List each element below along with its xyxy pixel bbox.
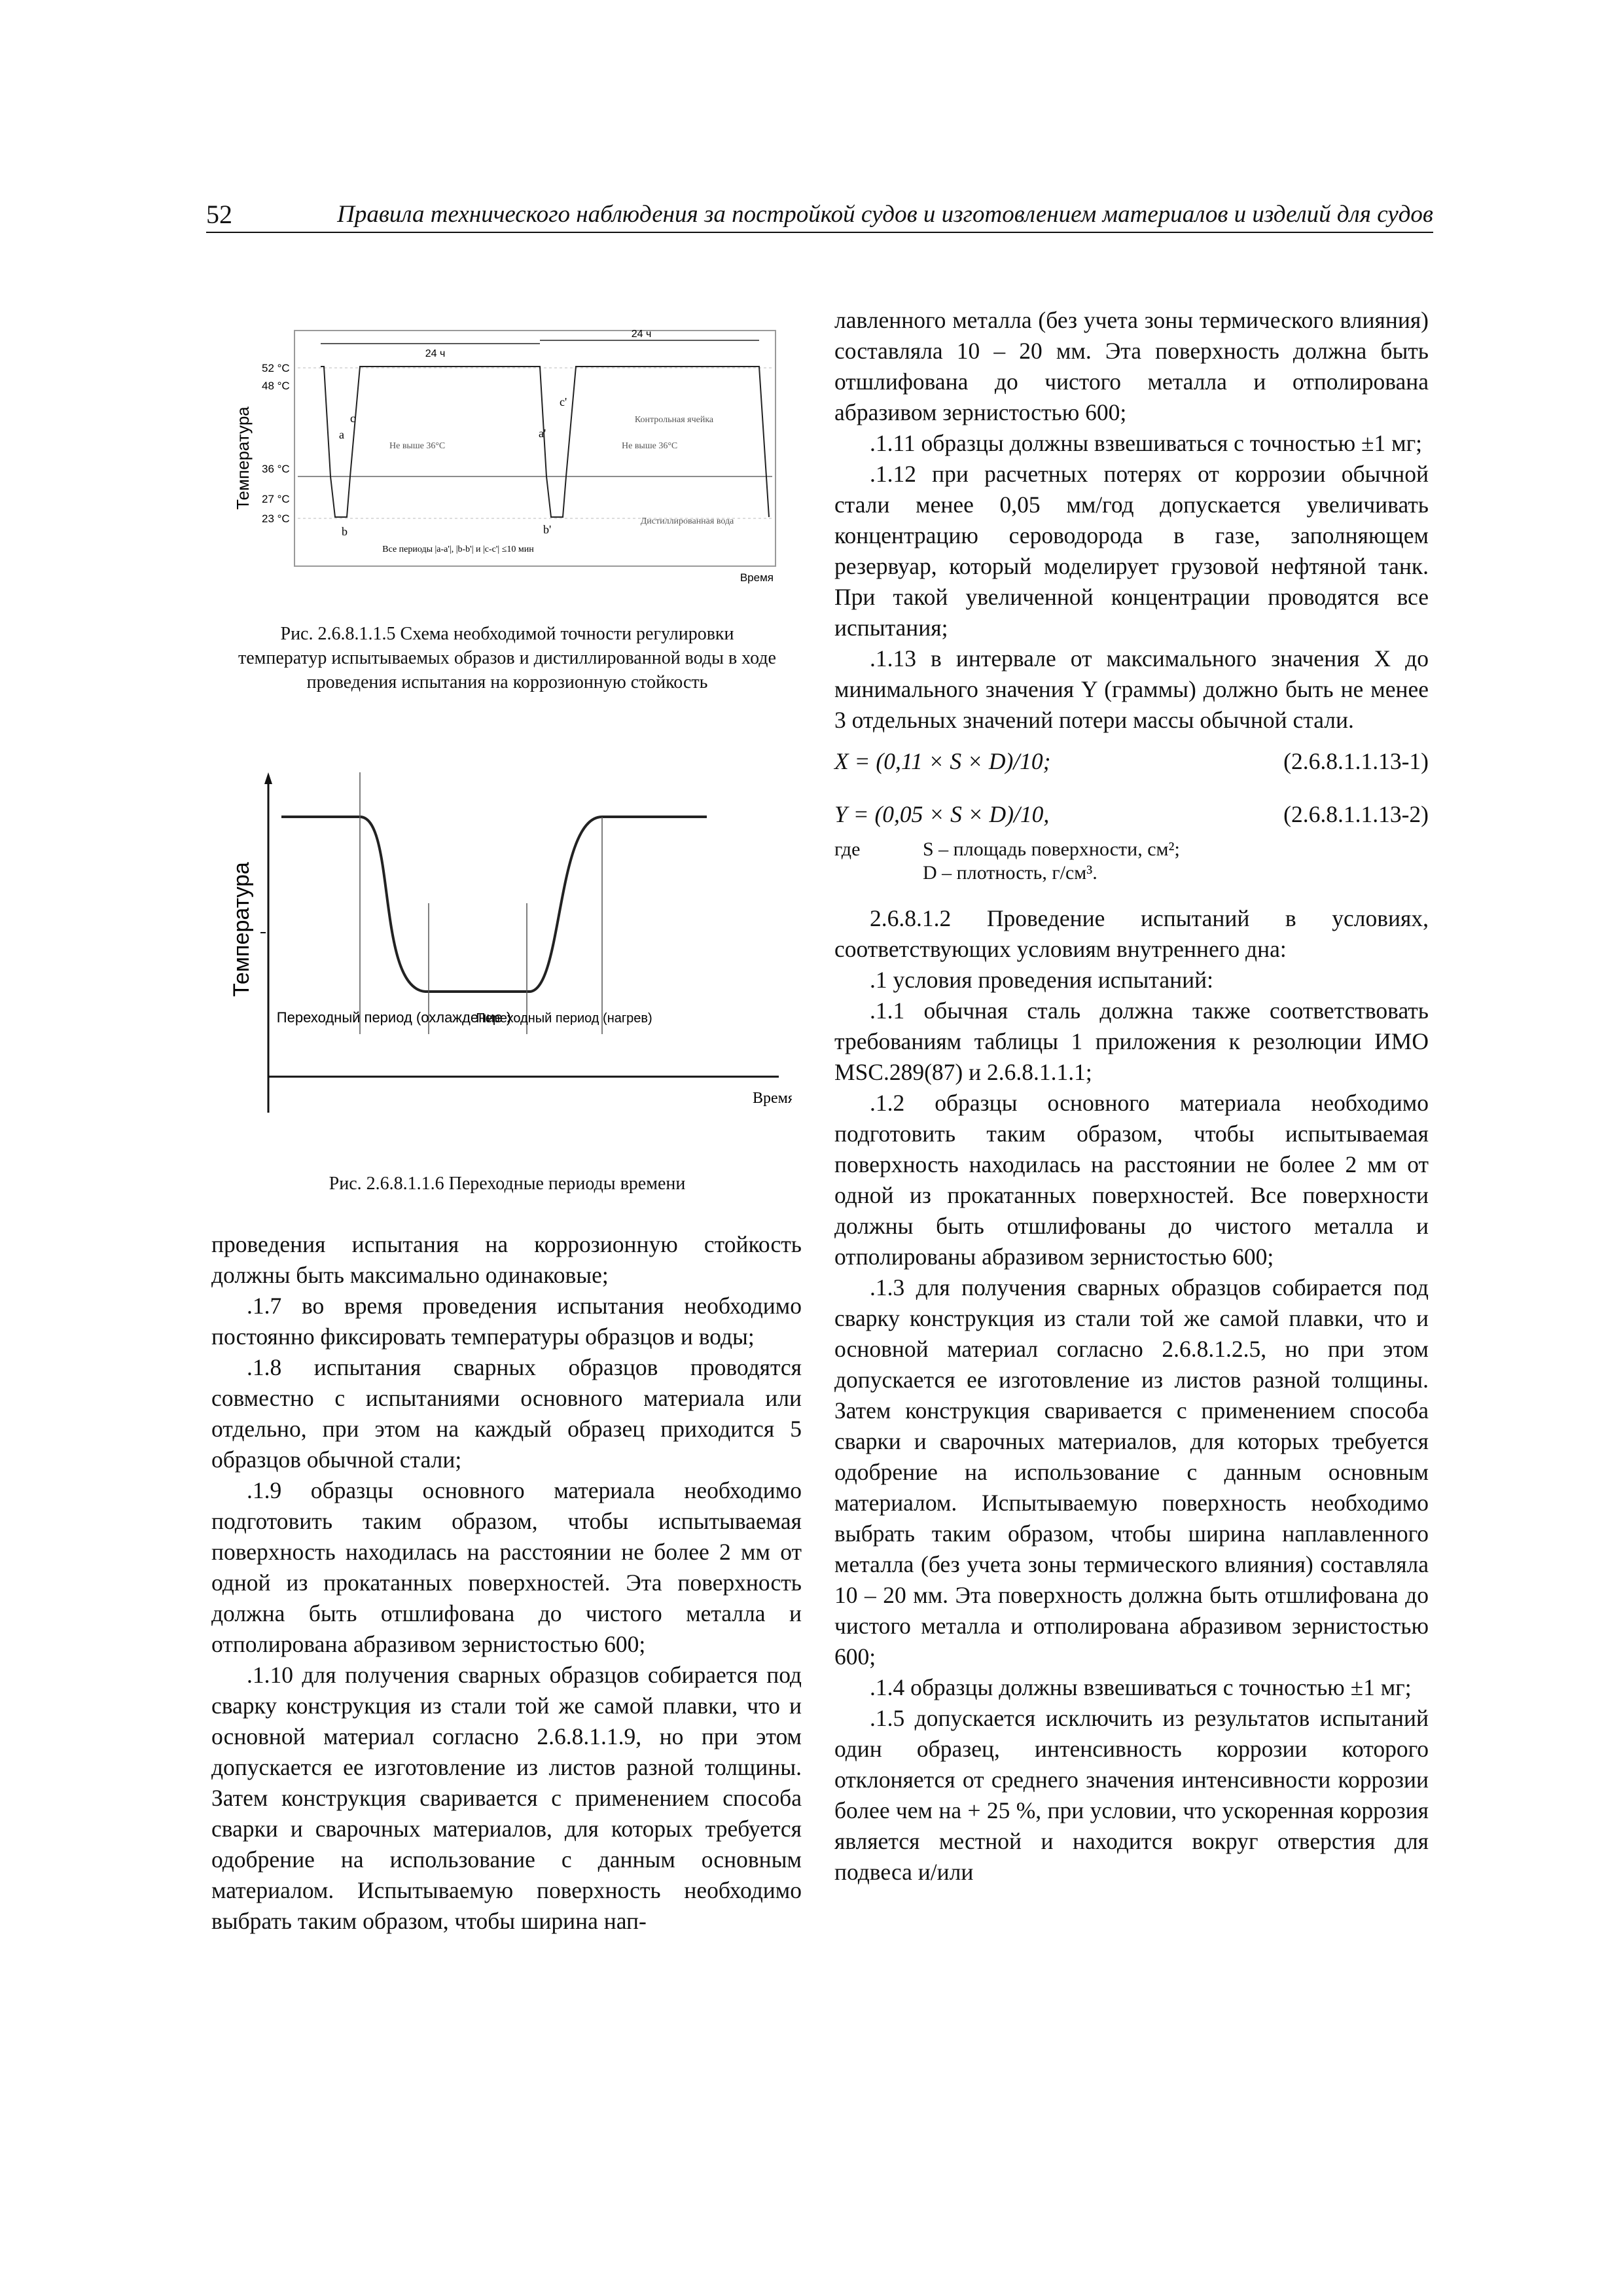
- paragraph: лавленного металла (без учета зоны термического влияния) составляла 10 – 20 мм. Эта поверхность должна быть отшлифована до чистого металла и отполирована абразивом зернистостью 600;: [834, 307, 1429, 425]
- paragraph: .1.12 при расчетных потерях от коррозии обычной стали менее 0,05 мм/год допускается увеличивать концентрацию сероводорода в газе, заполняющем резервуар, который моделирует грузовой нефтяной танк. При такой увеличенной концентрации проводятся все испытания;: [834, 461, 1429, 641]
- where-word: где: [834, 838, 861, 860]
- equation-1-number: (2.6.8.1.1.13-1): [1283, 748, 1429, 774]
- paragraph: .1.7 во время проведения испытания необходимо постоянно фиксировать температуры образцов и воды;: [211, 1293, 802, 1350]
- page-header: [206, 196, 1433, 233]
- page-number: 52: [206, 200, 232, 229]
- paragraph: .1.4 образцы должны взвешиваться с точностью ±1 мг;: [870, 1674, 1412, 1700]
- point-b: b: [342, 525, 348, 538]
- figure-1-curve: [321, 367, 769, 517]
- distilled-water-label: Дистиллированная вода: [640, 516, 734, 526]
- equation-2-number: (2.6.8.1.1.13-2): [1283, 801, 1429, 827]
- figure-1-caption: Рис. 2.6.8.1.1.5 Схема необходимой точности регулировки температур испытываемых образов и дистиллированной воды в ходе проведения испытания на коррозионную стойкость: [238, 624, 776, 692]
- point-a-prime: a': [539, 427, 546, 440]
- right-column: [834, 305, 1429, 1888]
- note-right: Не выше 36°C: [622, 441, 678, 451]
- figure-2-x-label: Время: [753, 1090, 792, 1107]
- figure-1: [229, 327, 779, 586]
- running-title: Правила технического наблюдения за постройкой судов и изготовлением материалов и изделий для судов: [337, 201, 1433, 228]
- cooling-label: Переходный период (охлаждение ): [276, 1009, 512, 1026]
- paragraph: .1.11 образцы должны взвешиваться с точностью ±1 мг;: [870, 430, 1423, 456]
- y-axis-arrowhead: [264, 772, 272, 784]
- left-column: [211, 1229, 802, 1937]
- equation-1: [834, 746, 1429, 777]
- period-1-label: 24 ч: [425, 348, 446, 359]
- tick-23: 23 °C: [262, 512, 290, 525]
- paragraph: .1.13 в интервале от максимального значения X до минимального значения Y (граммы) должно быть не менее 3 отдельных значений потери массы обычной стали.: [834, 645, 1429, 733]
- point-b-prime: b': [543, 523, 552, 536]
- paragraph: проведения испытания на коррозионную стойкость должны быть максимально одинаковые;: [211, 1231, 802, 1288]
- figure-1-diagram: [229, 327, 779, 586]
- bottom-note: Все периоды |a-a'|, |b-b'| и |c-c'| ≤10 мин: [382, 545, 534, 554]
- where-line-d: D – плотность, г/см³.: [923, 862, 1097, 884]
- where-block: [834, 838, 1429, 885]
- paragraph: .1.8 испытания сварных образцов проводятся совместно с испытаниями основного материала или отдельно, при этом на каждый образец приходится 5 образцов обычной стали;: [211, 1354, 802, 1473]
- tick-48: 48 °C: [262, 380, 290, 392]
- heating-label: Переходный период (нагрев): [476, 1011, 652, 1026]
- where-definitions: [923, 838, 1180, 885]
- where-line-s: S – площадь поверхности, см²;: [923, 838, 1180, 860]
- figure-2-diagram: [229, 772, 792, 1126]
- paragraph: .1 условия проведения испытаний:: [870, 967, 1213, 993]
- tick-52: 52 °C: [262, 362, 290, 374]
- equation-1-formula: X = (0,11 × S × D)/10;: [834, 748, 1051, 774]
- figure-1-x-label: Время: [740, 571, 774, 584]
- paragraph: .1.1 обычная сталь должна также соответствовать требованиям таблицы 1 приложения к резолюции ИМО MSC.289(87) и 2.6.8.1.1.1;: [834, 997, 1429, 1085]
- tick-27: 27 °C: [262, 493, 290, 505]
- section-heading: 2.6.8.1.2 Проведение испытаний в условиях, соответствующих условиям внутреннего дна:: [834, 905, 1429, 962]
- paragraph: .1.10 для получения сварных образцов собирается под сварку конструкция из стали той же самой плавки, что и основной материал согласно 2.6.8.1.1.9, но при этом допускается ее изготовление из листов разной толщины. Затем конструкция сваривается с применением способа сварки и сварочных материалов, для которых требуется одобрение на использование с данным основным материалом. Испытываемую поверхность необходимо выбрать таким образом, чтобы ширина нап-: [211, 1662, 802, 1934]
- figure-2-curve: [281, 817, 707, 992]
- figure-2-y-label: Температура: [229, 862, 254, 997]
- equation-2-formula: Y = (0,05 × S × D)/10,: [834, 801, 1050, 827]
- paragraph: .1.9 образцы основного материала необходимо подготовить таким образом, чтобы испытываемая поверхность находилась на расстоянии не более 2 мм от одной из прокатанных поверхностей. Эта поверхность должна быть отшлифована до чистого металла и отполирована абразивом зернистостью 600;: [211, 1477, 802, 1657]
- paragraph: .1.5 допускается исключить из результатов испытаний один образец, интенсивность коррозии которого отклоняется от среднего значения интенсивности коррозии более чем на + 25 %, при условии, что ускоренная коррозия является местной и находится вокруг отверстия для подвеса и/или: [834, 1705, 1429, 1885]
- header-rule: [206, 232, 1433, 233]
- point-c-prime: c': [560, 395, 567, 408]
- period-2-label: 24 ч: [631, 329, 652, 340]
- note-left: Не выше 36°C: [389, 441, 446, 451]
- point-a: a: [339, 428, 344, 441]
- figure-2: [229, 772, 792, 1126]
- control-cell-label: Контрольная ячейка: [634, 415, 714, 425]
- point-c: c: [350, 412, 355, 425]
- paragraph: .1.3 для получения сварных образцов собирается под сварку конструкция из стали той же самой плавки, что и основной материал согласно 2.6.8.1.2.5, но при этом допускается ее изготовление из листов разной толщины. Затем конструкция сваривается с применением способа сварки и сварочных материалов, для которых требуется одобрение на использование с данным основным материалом. Испытываемую поверхность необходимо выбрать таким образом, чтобы ширина наплавленного металла (без учета зоны термического влияния) составляла 10 – 20 мм. Эта поверхность должна быть отшлифована до чистого металла и отполирована абразивом зернистостью 600;: [834, 1274, 1429, 1670]
- figure-2-caption: Рис. 2.6.8.1.1.6 Переходные периоды времени: [329, 1174, 686, 1194]
- figure-1-y-label: Температура: [233, 406, 253, 510]
- paragraph: .1.2 образцы основного материала необходимо подготовить таким образом, чтобы испытываемая поверхность находилась на расстоянии не более 2 мм от одной из прокатанных поверхностей. Все поверхности должны быть отшлифованы до чистого металла и отполированы абразивом зернистостью 600;: [834, 1090, 1429, 1270]
- equation-2: [834, 799, 1429, 830]
- tick-36: 36 °C: [262, 463, 290, 475]
